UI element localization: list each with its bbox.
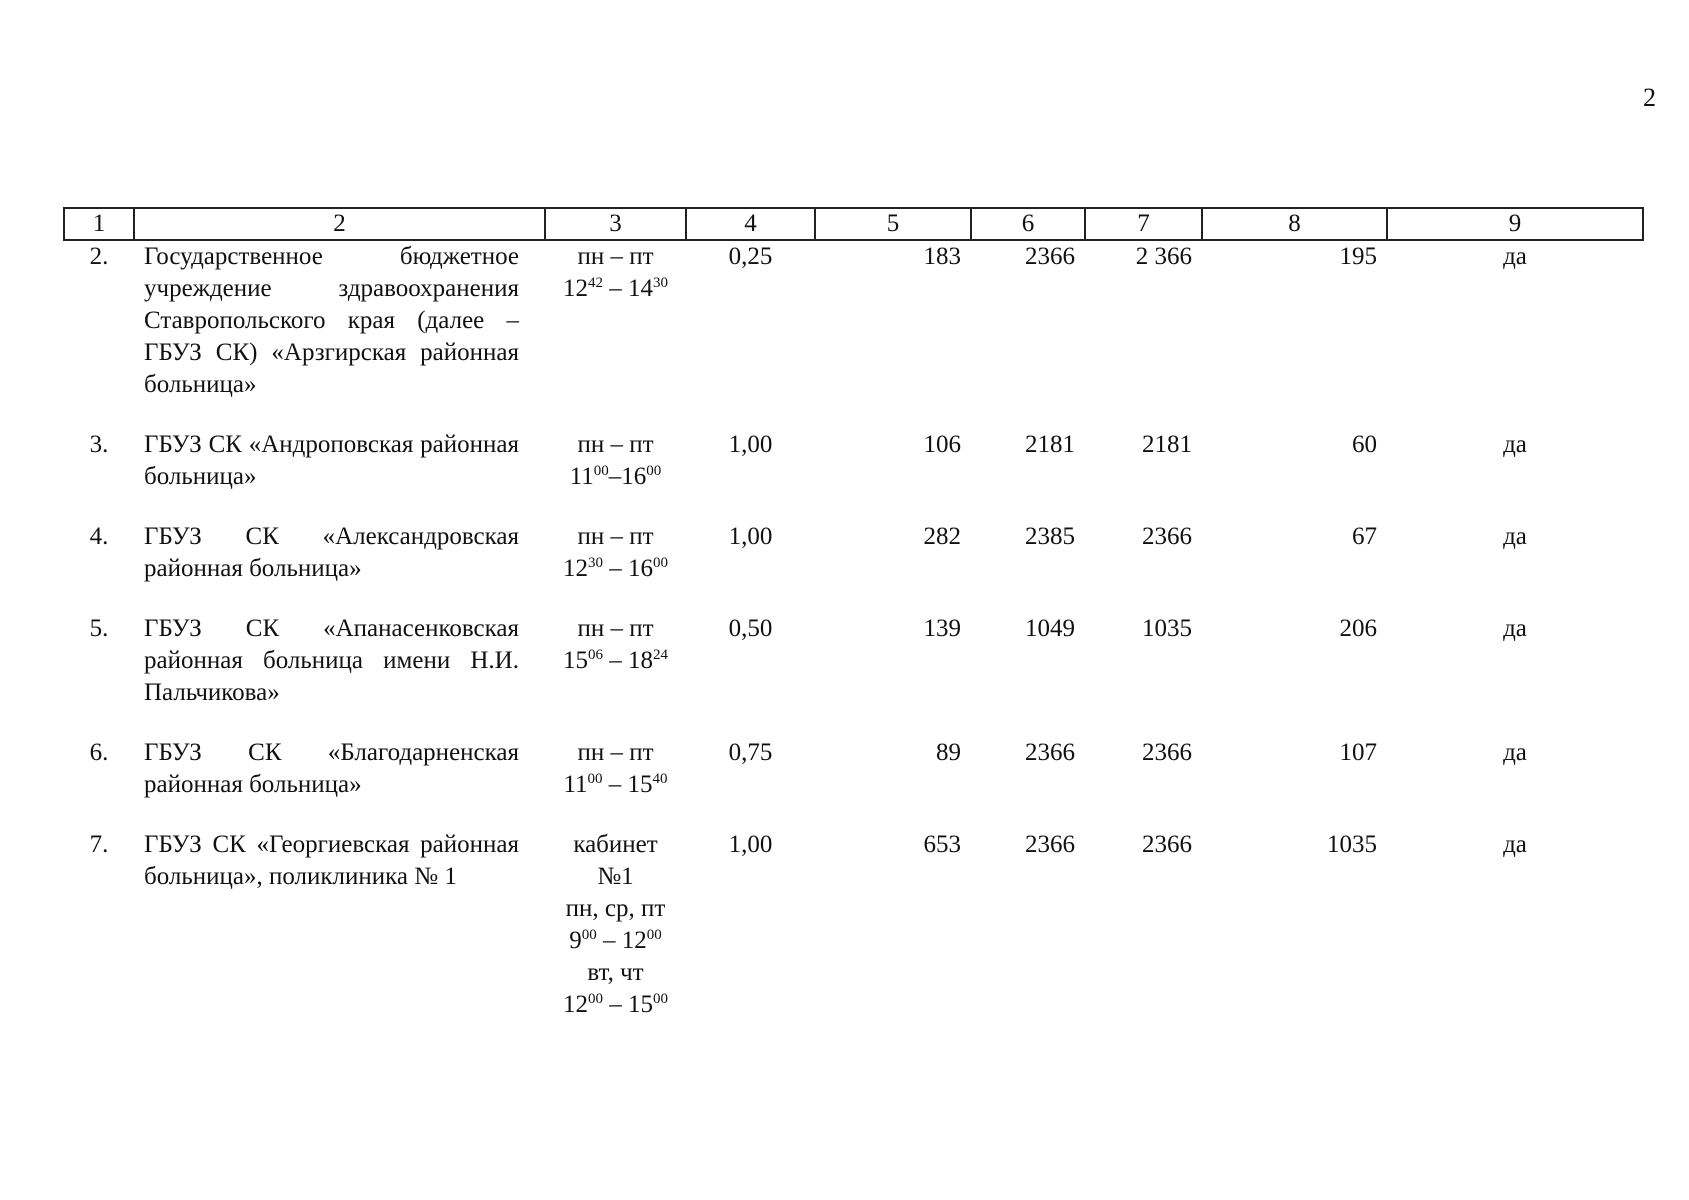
time-text: 11 — [569, 463, 594, 490]
header-col-3: 3 — [545, 208, 686, 240]
schedule-line — [545, 645, 686, 677]
schedule-line: пн, ср, пт — [565, 895, 666, 922]
rate-cell: 1,00 — [728, 523, 773, 550]
col7-cell: 2366 — [1142, 523, 1192, 550]
institution-name: ГБУЗ СК «Георгиевская районная больница», поликлиника № 1 — [144, 831, 519, 890]
row-number: 4. — [89, 523, 109, 550]
col5-cell: 653 — [923, 831, 961, 858]
col7-cell: 2366 — [1142, 739, 1192, 766]
time-superscript: 00 — [646, 927, 662, 943]
time-superscript: 00 — [588, 991, 603, 1007]
time-superscript: 24 — [653, 647, 668, 663]
header-col-6: 6 — [971, 208, 1085, 240]
time-superscript: 30 — [653, 275, 668, 291]
schedule-cell — [545, 429, 686, 493]
table-row — [64, 429, 1643, 493]
schedule-line: кабинет — [573, 831, 658, 858]
row-spacer-cell — [64, 801, 1643, 829]
rate-cell: 0,25 — [728, 243, 773, 270]
col8-cell: 60 — [1352, 431, 1377, 458]
time-text: –16 — [608, 463, 647, 490]
col5-cell: 89 — [936, 739, 961, 766]
col6-cell: 1049 — [1025, 615, 1075, 642]
time-text: 9 — [569, 927, 582, 954]
schedule-line — [545, 925, 686, 957]
row-spacer — [64, 801, 1643, 829]
time-superscript: 00 — [587, 771, 603, 787]
schedule-line — [545, 273, 686, 305]
table-row — [64, 240, 1643, 401]
col7-cell: 2 366 — [1135, 243, 1192, 270]
col9-cell: да — [1503, 523, 1527, 550]
schedule-cell — [545, 613, 686, 709]
col7-cell: 2181 — [1142, 431, 1192, 458]
col9-cell: да — [1503, 615, 1527, 642]
schedule-line: пн – пт — [577, 739, 654, 766]
schedule-cell — [545, 829, 686, 1021]
col7-cell: 1035 — [1142, 615, 1192, 642]
rate-cell: 1,00 — [728, 831, 773, 858]
col6-cell: 2181 — [1025, 431, 1075, 458]
time-superscript: 00 — [593, 463, 609, 479]
row-number: 7. — [89, 831, 109, 858]
schedule-line: №1 — [597, 863, 634, 890]
institution-name: ГБУЗ СК «Андроповская районная больница» — [144, 431, 519, 490]
schedule-cell — [545, 240, 686, 401]
col5-cell: 106 — [923, 431, 961, 458]
time-superscript: 00 — [646, 463, 662, 479]
time-text: – 15 — [603, 991, 653, 1018]
col9-cell: да — [1503, 739, 1527, 766]
row-spacer — [64, 585, 1643, 613]
time-text: – 18 — [603, 647, 653, 674]
col6-cell: 2366 — [1025, 243, 1075, 270]
time-text: 12 — [563, 555, 588, 582]
table-row — [64, 521, 1643, 585]
col6-cell: 2366 — [1025, 831, 1075, 858]
row-spacer — [64, 493, 1643, 521]
col5-cell: 282 — [923, 523, 961, 550]
header-col-2: 2 — [134, 208, 545, 240]
row-spacer — [64, 401, 1643, 429]
col8-cell: 67 — [1352, 523, 1377, 550]
rate-cell: 1,00 — [728, 431, 773, 458]
time-text: – 12 — [596, 927, 647, 954]
row-spacer — [64, 709, 1643, 737]
schedule-line: пн – пт — [577, 523, 654, 550]
schedule-line: пн – пт — [577, 615, 654, 642]
schedule-cell — [545, 521, 686, 585]
header-col-5: 5 — [815, 208, 971, 240]
time-text: 12 — [563, 275, 588, 302]
col8-cell: 195 — [1339, 243, 1377, 270]
time-superscript: 42 — [588, 275, 603, 291]
row-number: 3. — [89, 431, 109, 458]
time-superscript: 00 — [581, 927, 597, 943]
time-superscript: 06 — [588, 647, 603, 663]
schedule-line — [545, 989, 686, 1021]
col5-cell: 139 — [923, 615, 961, 642]
row-spacer-cell — [64, 493, 1643, 521]
time-superscript: 30 — [588, 555, 603, 571]
time-superscript: 40 — [652, 771, 668, 787]
col8-cell: 1035 — [1327, 831, 1377, 858]
header-col-9: 9 — [1387, 208, 1643, 240]
col6-cell: 2366 — [1025, 739, 1075, 766]
header-col-7: 7 — [1085, 208, 1202, 240]
institution-name: ГБУЗ СК «Апанасенковская районная больница имени Н.И. Пальчикова» — [144, 615, 519, 706]
institution-name: ГБУЗ СК «Благодарненская районная больница» — [144, 739, 519, 798]
col5-cell: 183 — [923, 243, 961, 270]
institution-name: Государственное бюджетное учреждение здравоохранения Ставропольского края (далее – ГБУЗ СК) «Арзгирская районная больница» — [144, 243, 519, 398]
row-spacer-cell — [64, 709, 1643, 737]
institution-name: ГБУЗ СК «Александровская районная больница» — [144, 523, 519, 582]
schedule-line: пн – пт — [577, 243, 654, 270]
time-text: 12 — [563, 991, 588, 1018]
col7-cell: 2366 — [1142, 831, 1192, 858]
header-col-1: 1 — [64, 208, 134, 240]
rate-cell: 0,75 — [728, 739, 773, 766]
row-spacer-cell — [64, 401, 1643, 429]
schedule-cell — [545, 737, 686, 801]
table-header-row — [64, 208, 1643, 240]
schedule-line — [545, 553, 686, 585]
table-body — [64, 240, 1643, 1021]
time-text: 11 — [563, 771, 588, 798]
time-superscript: 00 — [653, 555, 668, 571]
table-row — [64, 613, 1643, 709]
row-number: 5. — [89, 615, 109, 642]
page-number: 2 — [1643, 83, 1656, 112]
col9-cell: да — [1503, 431, 1527, 458]
schedule-line: пн – пт — [577, 431, 654, 458]
rate-cell: 0,50 — [728, 615, 773, 642]
schedule-line — [545, 769, 686, 801]
data-table — [63, 207, 1644, 1021]
time-superscript: 00 — [653, 991, 668, 1007]
header-col-4: 4 — [686, 208, 815, 240]
time-text: – 15 — [602, 771, 653, 798]
col9-cell: да — [1503, 831, 1527, 858]
col8-cell: 206 — [1339, 615, 1377, 642]
schedule-line — [545, 461, 686, 493]
col6-cell: 2385 — [1025, 523, 1075, 550]
time-text: – 16 — [603, 555, 653, 582]
header-col-8: 8 — [1202, 208, 1387, 240]
table-row — [64, 737, 1643, 801]
row-number: 6. — [89, 739, 109, 766]
row-spacer-cell — [64, 585, 1643, 613]
col9-cell: да — [1503, 243, 1527, 270]
table-row — [64, 829, 1643, 1021]
time-text: – 14 — [603, 275, 653, 302]
time-text: 15 — [563, 647, 588, 674]
col8-cell: 107 — [1339, 739, 1377, 766]
row-number: 2. — [89, 243, 109, 270]
schedule-line: вт, чт — [587, 959, 644, 986]
